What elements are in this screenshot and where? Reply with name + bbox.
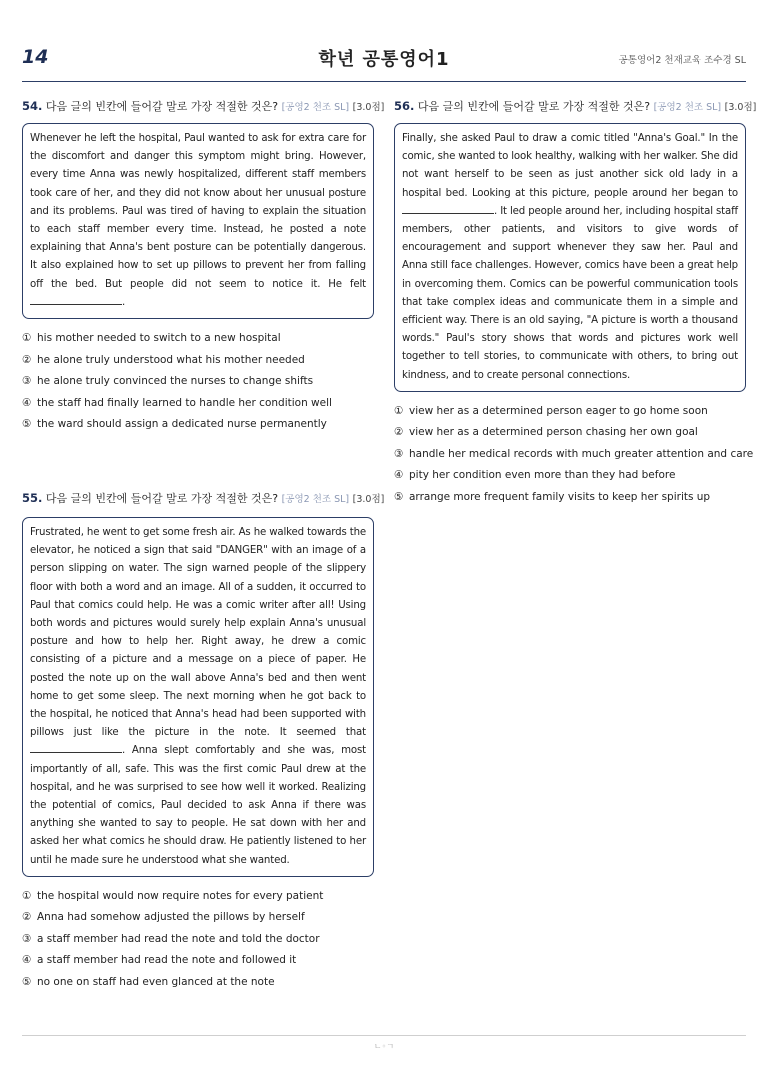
- passage-box: [22, 123, 374, 319]
- choice-4[interactable]: ④ the staff had finally learned to handle her condition well: [22, 396, 332, 409]
- passage-text-end: . It led people around her, including hospital staff members, other patients, and visitors to give words of encouragement and support whenever they saw her. Paul and Anna still face challenges. However, comics have been a great help in overcoming them. Comics can be powerful communication tools that take complex ideas and communicate them in a simple and efficient way. There is an old saying, "A picture is worth a thousand words." Paul's story shows that words and pictures work well together to tell stories, to communicate with others, to bring out kindness, and to create personal connections.: [402, 205, 738, 381]
- passage-text-end: . Anna slept comfortably and she was, most importantly of all, safe. This was the first comic Paul drew at the hospital, and he was surprised to see how well it worked. Realizing the potential of comics, Paul decided to ask Anna if there was anything she wanted to say to people. He sat down with her and asked her what comics he should draw. He patiently listened to her until he made sure he understood what she wanted.: [30, 745, 366, 866]
- answer-blank: [30, 743, 122, 753]
- choice-list: [22, 886, 374, 994]
- choice-5[interactable]: ⑤ the ward should assign a dedicated nurse permanently: [22, 418, 327, 431]
- question-header: [394, 98, 757, 114]
- choice-3[interactable]: ③ he alone truly convinced the nurses to change shifts: [22, 375, 314, 388]
- choice-4[interactable]: ④ pity her condition even more than they had before: [394, 469, 676, 482]
- passage-text-end: .: [122, 296, 126, 308]
- question-source: [공영2 천조 SL]: [281, 494, 350, 505]
- question-number: 56.: [394, 99, 415, 113]
- choice-1[interactable]: ① his mother needed to switch to a new hospital: [22, 332, 281, 345]
- choice-2[interactable]: ② Anna had somehow adjusted the pillows by herself: [22, 911, 305, 924]
- header-info: 공통영어2 천재교육 조수경 SL: [618, 55, 746, 66]
- question-prompt: 다음 글의 빈칸에 들어갈 말로 가장 적절한 것은?: [45, 100, 279, 113]
- question-prompt: 다음 글의 빈칸에 들어갈 말로 가장 적절한 것은?: [45, 492, 279, 505]
- page-number: 14: [22, 46, 49, 68]
- passage-box: [22, 517, 374, 877]
- question-points: [3.0점]: [352, 494, 385, 505]
- question-source: [공영2 천조 SL]: [281, 102, 350, 113]
- choice-2[interactable]: ② view her as a determined person chasing her own goal: [394, 426, 698, 439]
- question-54: [22, 98, 385, 436]
- question-55: [22, 490, 385, 993]
- choice-2[interactable]: ② he alone truly understood what his mother needed: [22, 353, 305, 366]
- question-number: 54.: [22, 99, 43, 113]
- question-header: [22, 98, 385, 114]
- question-number: 55.: [22, 491, 43, 505]
- question-prompt: 다음 글의 빈칸에 들어갈 말로 가장 적절한 것은?: [417, 100, 651, 113]
- passage-text: Frustrated, he went to get some fresh air. As he walked towards the elevator, he noticed a sign that said "DANGER" with an image of a person slipping on water. The sign warned people of the slippery floor with both a word and an image. All of a sudden, it occurred to Paul that comics could help. He was a comic writer after all! Using both words and pictures would surely help explain Anna's unusual posture and how to help her. Right away, he drew a comic consisting of a picture and a message on a piece of paper. He posted the note up on the wall above Anna's bed and then went home to get some sleep. The next morning when he got back to the hospital, he noticed that Anna's head had been supported with pillows just like the picture in the note. It seemed that: [30, 527, 366, 739]
- choice-list: [394, 401, 754, 509]
- footer-divider: [22, 1035, 746, 1036]
- choice-4[interactable]: ④ a staff member had read the note and followed it: [22, 954, 297, 967]
- answer-blank: [402, 204, 494, 214]
- choice-3[interactable]: ③ handle her medical records with much greater attention and care: [394, 447, 754, 460]
- footer-mark: ㄴ◦ㄱ: [373, 1042, 395, 1051]
- question-points: [3.0점]: [724, 102, 757, 113]
- passage-box: [394, 123, 746, 392]
- choice-list: [22, 328, 374, 436]
- choice-5[interactable]: ⑤ no one on staff had even glanced at the note: [22, 975, 275, 988]
- choice-3[interactable]: ③ a staff member had read the note and told the doctor: [22, 932, 320, 945]
- page-header: [22, 42, 746, 82]
- question-points: [3.0점]: [352, 102, 385, 113]
- page-title: 학년 공통영어1: [318, 49, 450, 70]
- choice-1[interactable]: ① view her as a determined person eager to go home soon: [394, 404, 708, 417]
- choice-5[interactable]: ⑤ arrange more frequent family visits to keep her spirits up: [394, 490, 711, 503]
- passage-text: Whenever he left the hospital, Paul wanted to ask for extra care for the discomfort and danger this symptom might bring. However, every time Anna was newly hospitalized, different staff members took care of her, and they did not know about her unusual posture and its problems. Paul was tired of having to explain the situation to each staff member every time. Instead, he posted a note explaining that Anna's bent posture can be potentially dangerous. It also explained how to set up pillows to prevent her from falling off the bed. But people did not seem to notice it. He felt: [30, 133, 366, 290]
- question-header: [22, 490, 385, 506]
- answer-blank: [30, 295, 122, 305]
- question-source: [공영2 천조 SL]: [653, 102, 722, 113]
- passage-text: Finally, she asked Paul to draw a comic titled "Anna's Goal." In the comic, she wanted to look healthy, walking with her walker. She did not want herself to be seen as just another sick old lady in a hospital bed. Looking at this picture, people around her began to: [402, 133, 738, 199]
- choice-1[interactable]: ① the hospital would now require notes for every patient: [22, 889, 324, 902]
- question-56: [394, 98, 757, 508]
